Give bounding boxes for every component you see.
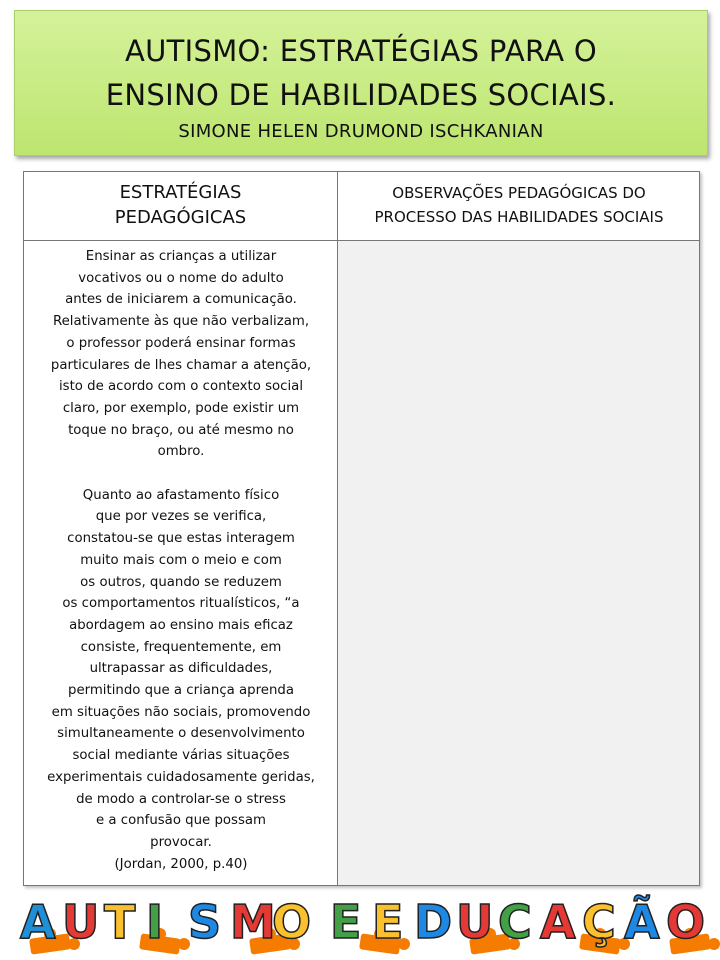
text-line: Quanto ao afastamento físico (82, 487, 280, 503)
banner-letter: S (188, 895, 222, 949)
text-line: ombro. (157, 444, 205, 460)
page-title-line-1: AUTISMO: ESTRATÉGIAS PARA O (124, 34, 598, 68)
strategies-table (23, 171, 700, 886)
banner-letter: U (62, 895, 100, 949)
text-line: simultaneamente o desenvolvimento (57, 726, 305, 742)
column-header-observations (338, 181, 700, 229)
text-line: (Jordan, 2000, p.40) (114, 856, 248, 872)
text-line: social mediante várias situações (72, 748, 290, 764)
banner-letter: E (372, 895, 404, 949)
text-line: toque no braço, ou até mesmo no (68, 422, 294, 438)
text-line: vocativos ou o nome do adulto (78, 270, 284, 286)
text-line: consiste, frequentemente, em (80, 639, 282, 655)
strategies-cell (30, 246, 332, 875)
text-line: abordagem ao ensino mais eficaz (69, 617, 293, 633)
text-line: muito mais com o meio e com (80, 552, 282, 568)
author-name: SIMONE HELEN DRUMOND ISCHKANIAN (178, 121, 544, 142)
banner-letter: A (20, 895, 56, 949)
page-title-line-2: ENSINO DE HABILIDADES SOCIAIS. (105, 78, 617, 112)
column-header-strategies-line-1: ESTRATÉGIAS (119, 182, 242, 203)
banner-letter: O (272, 895, 312, 949)
text-line: provocar. (150, 834, 212, 850)
autismo-educacao-banner (0, 890, 720, 960)
text-line: de modo a controlar-se o stress (76, 791, 286, 807)
banner-letter: D (414, 895, 453, 949)
paragraph-gap (30, 463, 332, 485)
column-header-observations-line-1: OBSERVAÇÕES PEDAGÓGICAS DO (392, 184, 646, 202)
banner-letter: Ç (582, 895, 616, 949)
text-line: ultrapassar as dificuldades, (89, 661, 273, 677)
text-line: claro, por exemplo, pode existir um (62, 400, 300, 416)
text-line: o professor poderá ensinar formas (66, 335, 296, 351)
column-divider (337, 172, 338, 885)
banner-letter: C (498, 895, 532, 949)
column-header-strategies-line-2: PEDAGÓGICAS (114, 207, 247, 228)
banner-letter: O (666, 895, 706, 949)
text-line: e a confusão que possam (95, 813, 266, 829)
banner-letter: A (540, 895, 576, 949)
text-line: os outros, quando se reduzem (80, 574, 282, 590)
banner-letter: U (456, 895, 494, 949)
banner-letter: E (330, 895, 362, 949)
banner-letter: T (104, 895, 136, 949)
text-line: particulares de lhes chamar a atenção, (50, 357, 312, 373)
column-header-observations-line-2: PROCESSO DAS HABILIDADES SOCIAIS (374, 208, 664, 226)
title-box (14, 10, 708, 156)
text-line: constatou-se que estas interagem (67, 531, 295, 547)
paragraph-distance (30, 485, 332, 876)
text-line: isto de acordo com o contexto social (58, 379, 304, 395)
text-line: Ensinar as crianças a utilizar (85, 249, 277, 264)
text-line: experimentais cuidadosamente geridas, (47, 769, 315, 785)
observations-cell (338, 241, 699, 885)
text-line: Relativamente às que não verbalizam, (52, 314, 310, 330)
banner-letter: Ã (624, 895, 660, 949)
paragraph-vocatives (30, 246, 332, 463)
text-line: permitindo que a criança aprenda (68, 683, 294, 699)
column-header-strategies (24, 180, 337, 230)
banner-letter: I (146, 895, 164, 949)
text-line: antes de iniciarem a comunicação. (65, 292, 297, 308)
header-row-divider (24, 240, 699, 241)
text-line: os comportamentos ritualísticos, “a (62, 596, 300, 612)
text-line: em situações não sociais, promovendo (51, 704, 311, 720)
text-line: que por vezes se verifica, (95, 509, 267, 525)
banner-letter: M (230, 895, 276, 949)
